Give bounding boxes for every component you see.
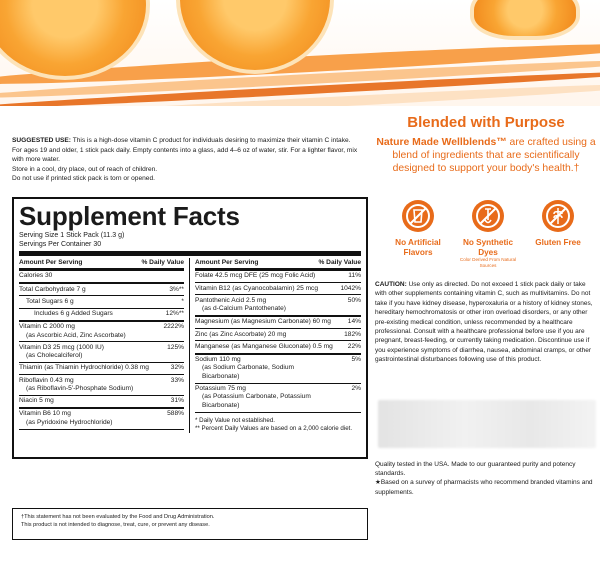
badge-label: No Artificial Flavors (395, 238, 441, 257)
blend-title: Blended with Purpose (407, 114, 565, 131)
daily-value: 588% (167, 410, 184, 418)
tamper-line: Do not use if printed stick pack is torn or opened. (12, 175, 155, 183)
blend-description: Nature Made Wellblends™ are crafted using a blend of ingredients that are scientifically designed to support your body's health.† (376, 137, 596, 174)
daily-value: 12%** (165, 309, 184, 317)
orange-slice-image (470, 0, 580, 40)
nutrient-row (19, 396, 184, 409)
servings-per-container: Servings Per Container 30 (19, 241, 102, 248)
orange-banner (0, 0, 600, 122)
daily-value: 11% (348, 272, 361, 280)
suggested-use-line: For ages 19 and older, 1 stick pack daily. Empty contents into a glass, add 4–6 oz of water, stir. For a lighter flavor, mix with more water. (12, 146, 358, 164)
daily-value (156, 272, 184, 280)
nutrient-row (195, 271, 361, 283)
nutrient-row (195, 283, 361, 295)
nutrient-name: Calories 30 (19, 272, 53, 280)
column-header: Amount Per Serving % Daily Value (19, 258, 184, 271)
daily-value: 14% (347, 318, 361, 326)
daily-value: 31% (170, 397, 184, 405)
daily-value: 1042% (340, 284, 361, 292)
nutrient-row (195, 355, 361, 384)
nutrient-row (195, 317, 361, 329)
disclaimer-line: This product is not intended to diagnose, treat, cure, or prevent any disease. (21, 522, 210, 528)
no-synthetic-dyes-icon (472, 200, 504, 232)
nutrient-row (19, 309, 184, 322)
nutrient-name: Vitamin C 2000 mg (19, 323, 75, 331)
nutrient-name: Total Sugars 6 g (26, 297, 74, 305)
nutrient-source: (as Cholecalciferol) (26, 352, 83, 360)
thick-rule (19, 251, 361, 256)
daily-value: 125% (167, 343, 184, 351)
nutrient-row (195, 341, 361, 354)
nutrient-source: (as Riboflavin-5'-Phosphate Sodium) (26, 384, 134, 392)
daily-value: * (181, 297, 184, 305)
daily-value: 3%** (169, 285, 184, 293)
suggested-use (12, 136, 368, 184)
badge-no-synthetic-dyes (456, 200, 520, 268)
nutrient-name: Zinc (as Zinc Ascorbate) 20 mg (195, 330, 287, 338)
footnote: * Daily Value not established. (195, 416, 276, 424)
fda-disclaimer (12, 508, 368, 540)
nutrient-row (19, 271, 184, 284)
nutrient-name: Manganese (as Manganese Gluconate) 0.5 mg (195, 342, 333, 350)
daily-value: 5% (351, 355, 361, 363)
daily-value: 50% (347, 296, 361, 304)
badge-label: No Synthetic Dyes (462, 238, 514, 257)
gluten-free-icon (542, 200, 574, 232)
nutrient-name: Total Carbohydrate 7 g (19, 285, 86, 293)
nutrient-name: Vitamin D3 25 mcg (1000 IU) (19, 343, 104, 351)
nutrient-name: Thiamin (as Thiamin Hydrochloride) 0.38 mg (19, 364, 149, 372)
nutrient-source: (as Pyridoxine Hydrochloride) (26, 418, 113, 426)
nutrient-name: Vitamin B12 (as Cyanocobalamin) 25 mcg (195, 284, 319, 292)
badge-gluten-free (526, 200, 590, 268)
nutrient-source: (as Sodium Carbonate, Sodium Bicarbonate) (202, 364, 294, 380)
pharmacist-note: ★Based on a survey of pharmacists who recommend branded vitamins and supplements. (375, 479, 593, 496)
serving-size: Serving Size 1 Stick Pack (11.3 g) (19, 232, 125, 239)
footnote: ** Percent Daily Values are based on a 2,000 calorie diet. (195, 424, 353, 432)
nutrient-name: Potassium 75 mg (195, 384, 246, 392)
suggested-use-line: SUGGESTED USE: This is a high-dose vitamin C product for individuals desiring to maximize their vitamin C intake. (12, 137, 351, 144)
supplement-facts-panel (12, 197, 368, 459)
blurred-region (378, 400, 596, 448)
nutrient-row (19, 363, 184, 375)
nutrient-name: Riboflavin 0.43 mg (19, 376, 74, 384)
nutrient-row (19, 322, 184, 343)
daily-value: 2% (351, 384, 361, 392)
badge-no-artificial-flavors (386, 200, 450, 268)
nutrient-row (19, 375, 184, 396)
nutrient-name: Folate 42.5 mcg DFE (25 mcg Folic Acid) (195, 272, 316, 280)
caution-text: CAUTION: Use only as directed. Do not exceed 1 stick pack daily or take with other supplements containing vitamin C, such as multivitamins. Do not take if you have kidney disease, hyperoxaluria or a history of kidney stones, hereditary hemochromatosis or other iron overload disorders, or any other pre-existing medical condition, unless recommended by a healthcare professional. Consult with a healthcare professional before use if you are pregnant, breast-feeding, or currently taking medication. Discontinue use if you experience symptoms of diarrhea, nausea, abdominal cramps, or other gastrointestinal disturbances following use of this product. (375, 281, 593, 364)
facts-right-column (190, 258, 361, 433)
nutrient-source: (as Ascorbic Acid, Zinc Ascorbate) (26, 331, 126, 339)
facts-title: Supplement Facts (19, 201, 240, 231)
column-header: Amount Per Serving % Daily Value (195, 258, 361, 271)
quality-statement (375, 460, 597, 497)
nutrient-row (19, 296, 184, 308)
daily-value: 33% (170, 376, 184, 384)
badge-sublabel: Color Derived From Natural Sources (459, 257, 517, 268)
nutrient-row (195, 295, 361, 317)
nutrient-source: (as d-Calcium Pantothenate) (202, 305, 286, 313)
nutrient-name: Pantothenic Acid 2.5 mg (195, 296, 267, 304)
nutrient-row (195, 329, 361, 341)
storage-line: Store in a cool, dry place, out of reach of children. (12, 165, 158, 173)
daily-value: 22% (347, 342, 361, 350)
badge-row (386, 200, 590, 268)
nutrient-source: (as Potassium Carbonate, Potassium Bicarbonate) (202, 393, 311, 409)
nutrient-name: Vitamin B6 10 mg (19, 410, 71, 418)
nutrient-row (19, 284, 184, 296)
nutrient-name: Magnesium (as Magnesium Carbonate) 60 mg (195, 318, 331, 326)
disclaimer-line: †This statement has not been evaluated by the Food and Drug Administration. (21, 514, 215, 520)
nutrient-row (195, 384, 361, 413)
nutrient-row (19, 409, 184, 430)
facts-left-column (19, 258, 190, 433)
daily-value: 182% (344, 330, 361, 338)
daily-value: 32% (170, 364, 184, 372)
badge-label: Gluten Free (535, 238, 581, 247)
no-artificial-flavors-icon (402, 200, 434, 232)
daily-value: 2222% (163, 323, 184, 331)
nutrient-name: Niacin 5 mg (19, 397, 54, 405)
nutrient-name: Sodium 110 mg (195, 355, 241, 363)
nutrient-row (19, 342, 184, 363)
quality-line: Quality tested in the USA. Made to our guaranteed purity and potency standards. (375, 461, 576, 478)
nutrient-name: Includes 6 g Added Sugars (34, 309, 113, 317)
